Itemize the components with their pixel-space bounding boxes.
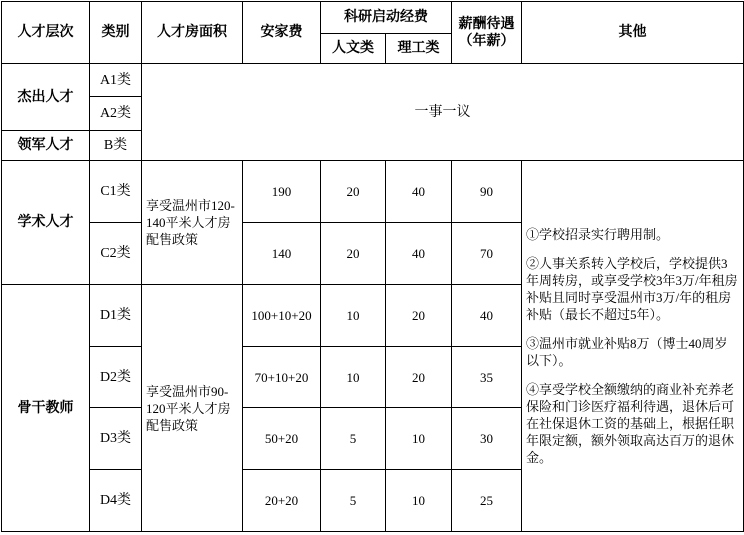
housing-backbone: 享受温州市90-120平米人才房配售政策	[142, 285, 243, 532]
salary-c2: 70	[452, 223, 522, 285]
housing-academic: 享受温州市120-140平米人才房配售政策	[142, 161, 243, 285]
header-salary-line2: （年薪）	[458, 32, 515, 49]
header-level: 人才层次	[2, 2, 90, 64]
salary-c1: 90	[452, 161, 522, 223]
science-d1: 20	[386, 285, 452, 347]
settlement-d1: 100+10+20	[243, 285, 321, 347]
header-salary	[452, 2, 522, 64]
category-b: B类	[90, 131, 142, 161]
humanities-c2: 20	[321, 223, 386, 285]
level-outstanding: 杰出人才	[2, 64, 90, 131]
science-c1: 40	[386, 161, 452, 223]
header-other: 其他	[522, 2, 744, 64]
other-note-3: ③温州市就业补贴8万（博士40周岁以下）。	[526, 336, 728, 368]
salary-d3: 30	[452, 408, 522, 470]
humanities-d2: 10	[321, 347, 386, 408]
category-d2: D2类	[90, 347, 142, 408]
science-d4: 10	[386, 470, 452, 532]
level-leading: 领军人才	[2, 131, 90, 161]
other-note-2: ②人事关系转入学校后，学校提供3年周转房，或享受学校3年3万/年租房补贴且同时享受温州市3万/年的租房补贴（最长不超过5年）。	[526, 256, 738, 322]
header-salary-line1: 薪酬待遇	[458, 15, 515, 32]
humanities-c1: 20	[321, 161, 386, 223]
category-d3: D3类	[90, 408, 142, 470]
settlement-d2: 70+10+20	[243, 347, 321, 408]
salary-d2: 35	[452, 347, 522, 408]
category-d1: D1类	[90, 285, 142, 347]
humanities-d3: 5	[321, 408, 386, 470]
settlement-d3: 50+20	[243, 408, 321, 470]
other-note-4: ④享受学校全额缴纳的商业补充养老保险和门诊医疗福利待遇，退休后可在社保退休工资的基础上，根据任职年限定额，额外领取高达百万的退休金。	[526, 382, 735, 465]
settlement-c1: 190	[243, 161, 321, 223]
header-humanities: 人文类	[321, 34, 386, 64]
humanities-d4: 5	[321, 470, 386, 532]
settlement-c2: 140	[243, 223, 321, 285]
level-backbone: 骨干教师	[2, 285, 90, 532]
level-academic: 学术人才	[2, 161, 90, 285]
science-d2: 20	[386, 347, 452, 408]
category-c1: C1类	[90, 161, 142, 223]
salary-d4: 25	[452, 470, 522, 532]
other-notes	[522, 161, 744, 532]
science-c2: 40	[386, 223, 452, 285]
talent-policy-table	[1, 1, 744, 532]
header-settlement: 安家费	[243, 2, 321, 64]
other-note-1: ①学校招录实行聘用制。	[526, 227, 670, 242]
category-a1: A1类	[90, 64, 142, 97]
category-a2: A2类	[90, 97, 142, 131]
header-category: 类别	[90, 2, 142, 64]
negotiable-cell: 一事一议	[142, 64, 744, 161]
category-c2: C2类	[90, 223, 142, 285]
header-science: 理工类	[386, 34, 452, 64]
salary-d1: 40	[452, 285, 522, 347]
science-d3: 10	[386, 408, 452, 470]
header-housing-area: 人才房面积	[142, 2, 243, 64]
humanities-d1: 10	[321, 285, 386, 347]
header-research-fund: 科研启动经费	[321, 2, 452, 34]
category-d4: D4类	[90, 470, 142, 532]
settlement-d4: 20+20	[243, 470, 321, 532]
